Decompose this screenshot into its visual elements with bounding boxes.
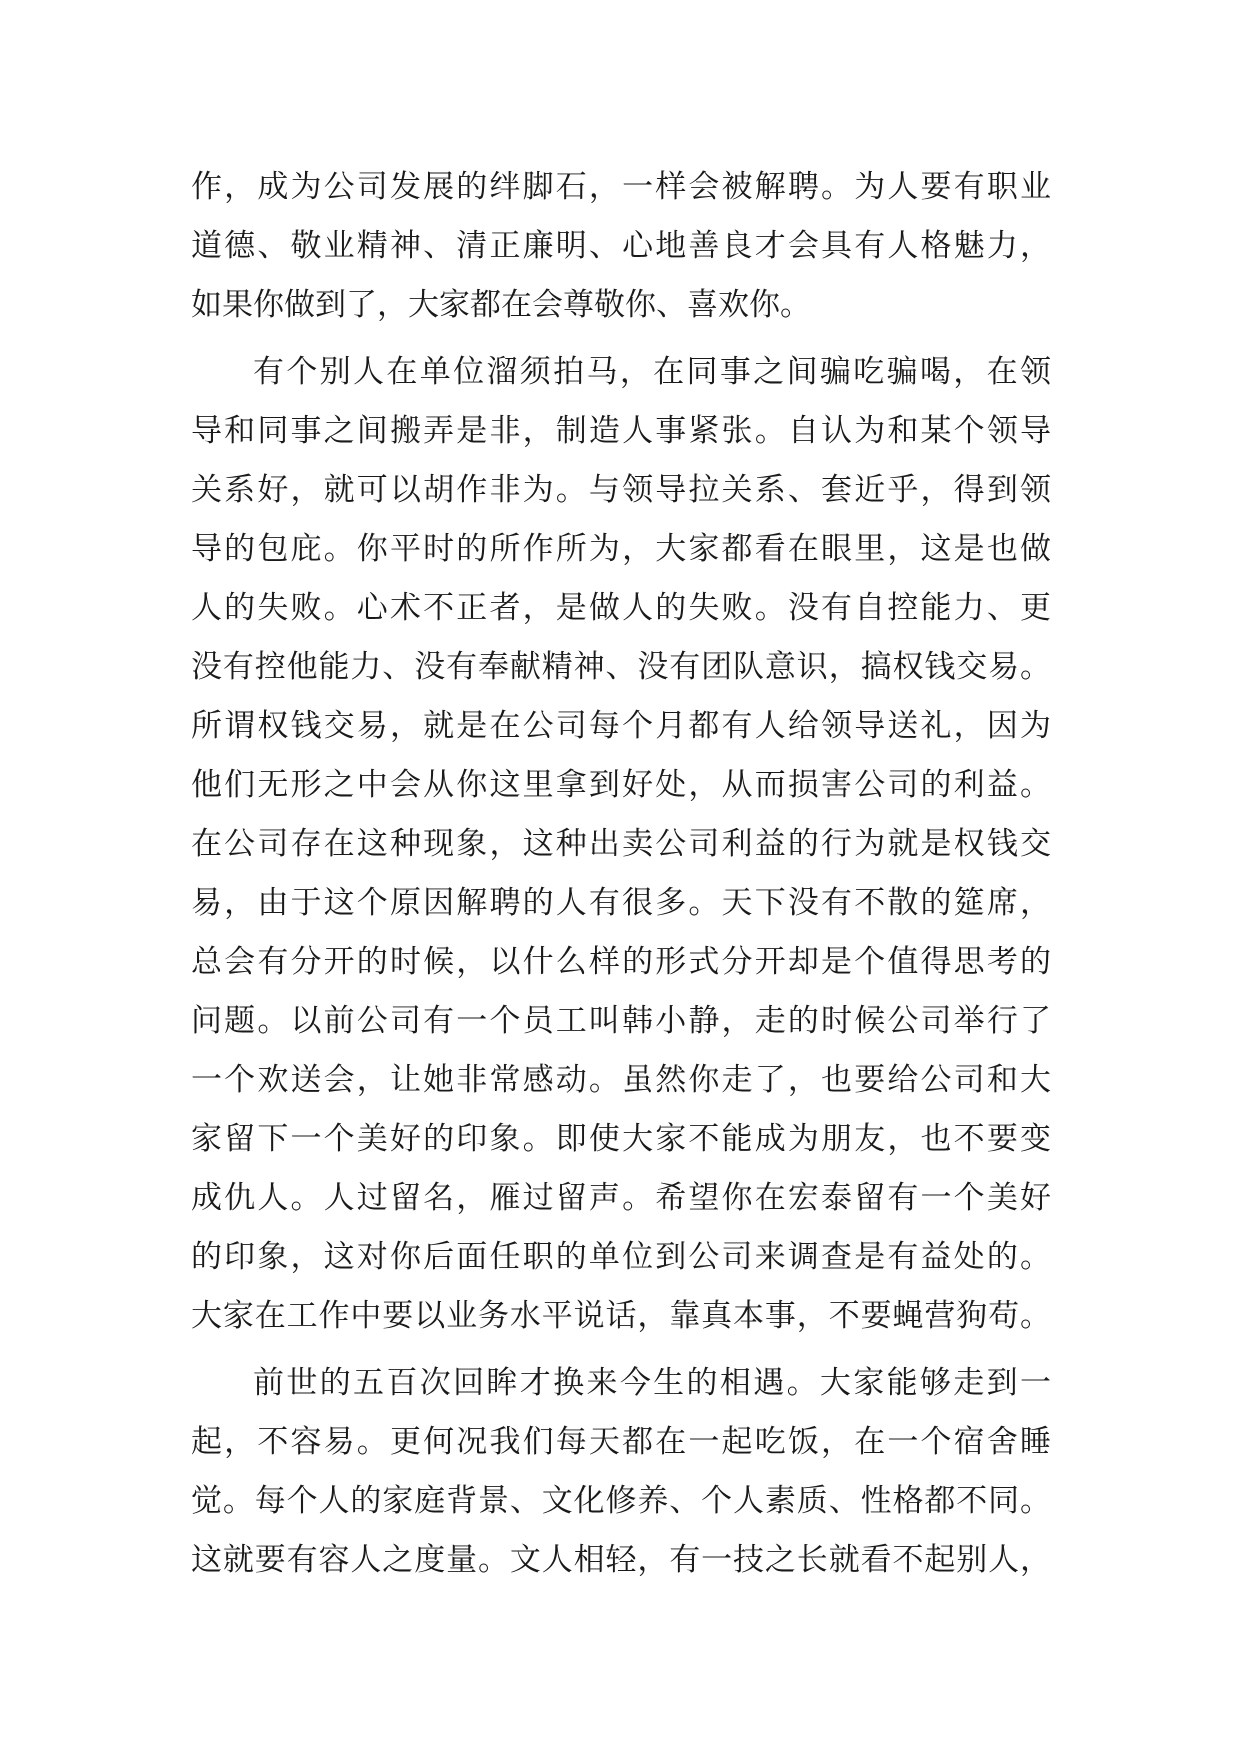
text-line: 导的包庇。你平时的所作所为，大家都看在眼里，这是也做: [191, 531, 1051, 567]
text-line: 有个别人在单位溜须拍马，在同事之间骗吃骗喝，在领: [253, 354, 1051, 390]
text-line: 大家在工作中要以业务水平说话，靠真本事，不要蝇营狗苟。: [191, 1298, 1051, 1334]
text-line: 一个欢送会，让她非常感动。虽然你走了，也要给公司和大: [191, 1062, 1051, 1098]
text-line: 在公司存在这种现象，这种出卖公司利益的行为就是权钱交: [191, 826, 1051, 862]
text-line: 起，不容易。更何况我们每天都在一起吃饭，在一个宿舍睡: [191, 1424, 1051, 1460]
text-line: 易，由于这个原因解聘的人有很多。天下没有不散的筵席，: [191, 885, 1051, 921]
text-line: 成仇人。人过留名，雁过留声。希望你在宏泰留有一个美好: [191, 1180, 1051, 1216]
text-line: 人的失败。心术不正者，是做人的失败。没有自控能力、更: [191, 590, 1051, 626]
text-line: 觉。每个人的家庭背景、文化修养、个人素质、性格都不同。: [191, 1483, 1051, 1519]
body-text: [191, 158, 1051, 1590]
text-line: 他们无形之中会从你这里拿到好处，从而损害公司的利益。: [191, 767, 1051, 803]
text-line: 前世的五百次回眸才换来今生的相遇。大家能够走到一: [253, 1365, 1051, 1401]
text-line: 如果你做到了，大家都在会尊敬你、喜欢你。: [191, 287, 811, 323]
text-line: 没有控他能力、没有奉献精神、没有团队意识，搞权钱交易。: [191, 649, 1051, 685]
text-line: 关系好，就可以胡作非为。与领导拉关系、套近乎，得到领: [191, 472, 1051, 508]
text-line: 道德、敬业精神、清正廉明、心地善良才会具有人格魅力，: [191, 228, 1051, 264]
text-line: 这就要有容人之度量。文人相轻，有一技之长就看不起别人，: [191, 1542, 1051, 1578]
text-line: 的印象，这对你后面任职的单位到公司来调查是有益处的。: [191, 1239, 1051, 1275]
text-line: 所谓权钱交易，就是在公司每个月都有人给领导送礼，因为: [191, 708, 1051, 744]
text-line: 问题。以前公司有一个员工叫韩小静，走的时候公司举行了: [191, 1003, 1051, 1039]
text-line: 总会有分开的时候，以什么样的形式分开却是个值得思考的: [191, 944, 1051, 980]
text-line: 家留下一个美好的印象。即使大家不能成为朋友，也不要变: [191, 1121, 1051, 1157]
text-line: 导和同事之间搬弄是非，制造人事紧张。自认为和某个领导: [191, 413, 1051, 449]
text-line: 作，成为公司发展的绊脚石，一样会被解聘。为人要有职业: [191, 169, 1051, 205]
